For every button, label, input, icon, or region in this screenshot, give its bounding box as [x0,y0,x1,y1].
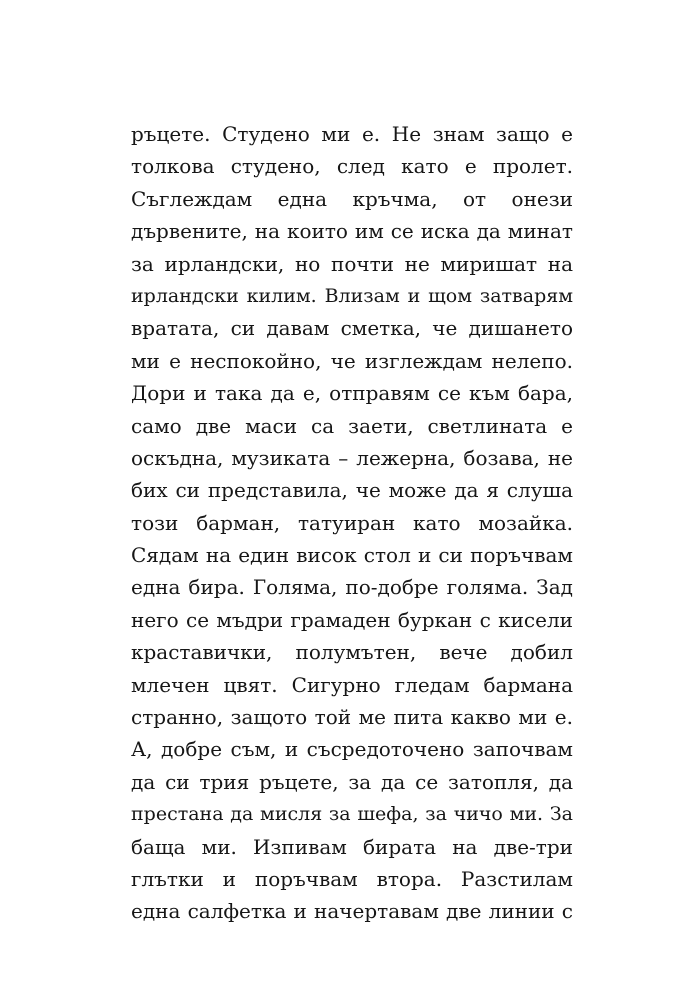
text-line: А, добре съм, и съсредоточено започвам [131,737,573,762]
body-text [131,118,573,928]
text-line: краставички, полумътен, вече добил [131,640,573,665]
text-line: млечен цвят. Сигурно гледам бармана [131,672,573,697]
text-line: глътки и поръчвам втора. Разстилам [131,866,573,891]
text-line: ирландски килим. Влизам и щом затварям [131,284,573,307]
text-line: този барман, татуиран като мозайка. [131,510,573,535]
text-line: странно, защото той ме пита какво ми е. [131,705,573,730]
text-line: ми е неспокойно, че изглеждам нелепо. [131,348,573,373]
text-line: вратата, си давам сметка, че дишането [131,316,573,341]
text-line: за ирландски, но почти не миришат на [131,251,573,276]
text-line: да си трия ръцете, за да се затопля, да [131,769,573,794]
text-line: само две маси са заети, светлината е [131,413,573,438]
text-line: бих си представила, че може да я слуша [131,478,573,503]
text-line: една салфетка и начертавам две линии с [131,899,573,924]
text-line: Съглеждам една кръчма, от онези [131,186,573,211]
text-line: баща ми. Изпивам бирата на две-три [131,834,573,859]
text-line: него се мъдри грамаден буркан с кисели [131,607,573,632]
text-line: дървените, на които им се иска да минат [131,219,573,244]
text-line: ръцете. Студено ми е. Не знам защо е [131,122,573,146]
text-line: Дори и така да е, отправям се към бара, [131,381,573,406]
text-line: престана да мисля за шефа, за чичо ми. За [131,803,573,826]
text-line: оскъдна, музиката – лежерна, бозава, не [131,445,573,470]
text-line: една бира. Голяма, по-добре голяма. Зад [131,575,573,600]
text-line: Сядам на един висок стол и си поръчвам [131,543,573,568]
text-line: толкова студено, след като е пролет. [131,154,573,179]
